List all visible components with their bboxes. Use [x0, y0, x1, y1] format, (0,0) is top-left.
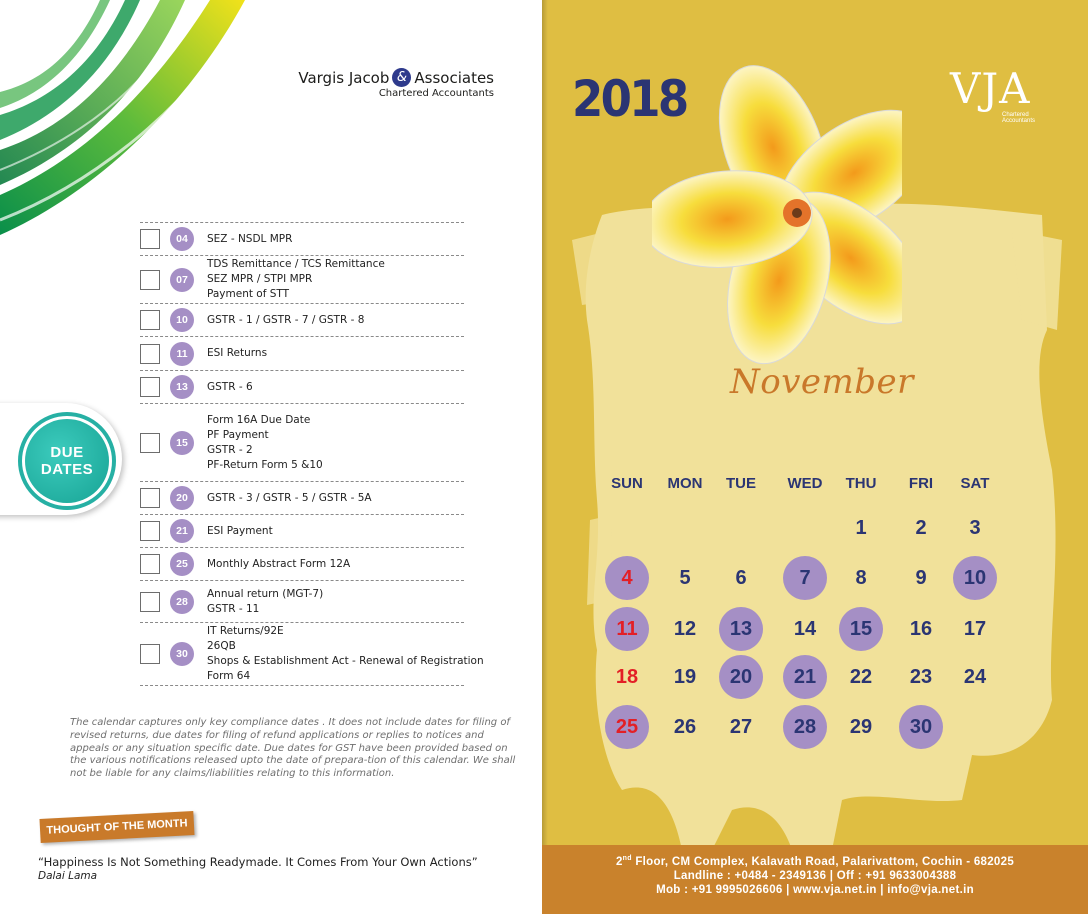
weekday-tue: TUE [726, 475, 756, 492]
due-date-checkbox[interactable] [140, 270, 160, 290]
due-date-day: 07 [170, 268, 194, 292]
weekday-sat: SAT [960, 475, 990, 492]
due-date-description [207, 230, 292, 249]
due-date-checkbox[interactable] [140, 488, 160, 508]
calendar-day: 15 [839, 607, 883, 651]
due-date-row [140, 255, 464, 303]
due-date-row [140, 222, 464, 255]
due-date-item: Monthly Abstract Form 12A [207, 557, 351, 570]
calendar-day: 14 [793, 617, 817, 640]
due-date-day: 13 [170, 375, 194, 399]
calendar-day: 10 [953, 556, 997, 600]
contact-footer [542, 845, 1088, 914]
due-date-checkbox[interactable] [140, 433, 160, 453]
logo-sub-line1: Chartered [1002, 112, 1029, 118]
due-dates-list [140, 222, 484, 686]
green-swoosh-graphic [0, 0, 260, 240]
badge-line2: DATES [40, 461, 94, 478]
calendar-day: 26 [673, 715, 697, 738]
footer-address-rest: Floor, CM Complex, Kalavath Road, Palarivattom, Cochin - 682025 [631, 855, 1015, 868]
due-date-item: GSTR - 6 [207, 380, 253, 393]
calendar-day: 23 [909, 665, 933, 688]
due-date-description [207, 522, 273, 541]
due-date-day: 11 [170, 342, 194, 366]
calendar-day: 6 [735, 566, 747, 589]
firm-heading [280, 68, 494, 99]
ampersand-icon: & [392, 68, 411, 87]
footer-phone: Landline : +0484 - 2349136 | Off : +91 9633004388 [673, 869, 957, 882]
due-date-row [140, 336, 464, 370]
due-date-checkbox[interactable] [140, 644, 160, 664]
footer-address-floor: 2 [615, 855, 623, 868]
due-date-row [140, 547, 464, 580]
weekday-wed: WED [787, 475, 823, 492]
calendar-day: 29 [849, 715, 873, 738]
calendar-day: 12 [673, 617, 697, 640]
due-date-day: 20 [170, 486, 194, 510]
due-date-checkbox[interactable] [140, 521, 160, 541]
calendar-day: 25 [605, 705, 649, 749]
due-date-item: GSTR - 11 [207, 602, 260, 615]
badge-line1: DUE [50, 444, 84, 461]
due-date-item: PF Payment [207, 428, 269, 441]
due-date-checkbox[interactable] [140, 344, 160, 364]
calendar-day: 22 [849, 665, 873, 688]
calendar-day: 19 [673, 665, 697, 688]
firm-name-part2: Associates [414, 68, 494, 87]
calendar-day: 7 [783, 556, 827, 600]
due-date-description [207, 411, 323, 475]
due-dates-badge [25, 419, 109, 503]
logo-sub-line2: Accountants [1002, 118, 1036, 124]
calendar-day: 2 [915, 516, 927, 539]
thought-of-the-month-tag: THOUGHT OF THE MONTH [39, 811, 194, 843]
vja-logo: VJA [950, 64, 1031, 113]
calendar-day: 24 [963, 665, 987, 688]
due-date-checkbox[interactable] [140, 377, 160, 397]
calendar-day: 13 [719, 607, 763, 651]
due-date-description [207, 585, 323, 619]
calendar-day: 18 [615, 665, 639, 688]
due-date-item: IT Returns/92E [207, 625, 284, 637]
footer-address-sup: nd [622, 855, 632, 862]
due-date-description [207, 489, 372, 508]
due-date-item: Shops & Establishment Act - Renewal of Registration [207, 655, 484, 667]
calendar-day: 16 [909, 617, 933, 640]
left-page [0, 0, 542, 914]
weekday-fri: FRI [908, 475, 934, 492]
due-date-row [140, 481, 464, 514]
due-date-row [140, 622, 484, 686]
calendar-day: 3 [969, 516, 981, 539]
due-date-row [140, 303, 464, 336]
due-date-item: PF-Return Form 5 &10 [207, 458, 323, 471]
due-date-checkbox[interactable] [140, 310, 160, 330]
calendar-day: 21 [783, 655, 827, 699]
due-date-checkbox[interactable] [140, 229, 160, 249]
due-date-description [207, 311, 364, 330]
due-date-day: 15 [170, 431, 194, 455]
due-date-row [140, 514, 464, 547]
page-spine-shadow [542, 0, 548, 914]
disclaimer: The calendar captures only key compliance dates . It does not include dates for filing of revised returns, due dates for filing of refund applications or replies to notices and appeals or any situation specific date. Due dates for GST have been provided based on the various notifications released upto the date of prepara-tion of this calendar. We shall not be liable for any claims/liabilities relating to this information. [70, 717, 516, 780]
calendar-day: 5 [679, 566, 691, 589]
due-date-item: Form 64 [207, 670, 251, 682]
calendar-day: 9 [915, 566, 927, 589]
calendar-day: 8 [855, 566, 867, 589]
due-date-description [207, 555, 350, 574]
calendar-day: 4 [605, 556, 649, 600]
calendar-day: 27 [729, 715, 753, 738]
footer-address [542, 852, 1088, 869]
due-date-item: SEZ MPR / STPI MPR [207, 273, 313, 285]
weekday-thu: THU [845, 475, 877, 492]
calendar-day: 11 [605, 607, 649, 651]
due-date-description [207, 344, 267, 363]
due-date-item: 26QB [207, 640, 236, 652]
due-date-item: ESI Payment [207, 524, 273, 537]
due-date-item: TDS Remittance / TCS Remittance [207, 258, 385, 270]
due-date-row [140, 403, 464, 481]
calendar-year: 2018 [572, 70, 687, 128]
quote-author: Dalai Lama [38, 870, 98, 882]
due-date-item: GSTR - 1 / GSTR - 7 / GSTR - 8 [207, 313, 365, 326]
due-date-row [140, 370, 464, 403]
firm-name-part1: Vargis Jacob [298, 68, 390, 87]
quote-text: “Happiness Is Not Something Readymade. It Comes From Your Own Actions” [38, 855, 478, 869]
calendar-day: 1 [855, 516, 867, 539]
due-date-day: 25 [170, 552, 194, 576]
due-date-day: 28 [170, 590, 194, 614]
due-date-day: 04 [170, 227, 194, 251]
firm-subtitle: Chartered Accountants [378, 88, 494, 99]
calendar-day: 30 [899, 705, 943, 749]
due-date-description [207, 622, 484, 686]
due-date-checkbox[interactable] [140, 592, 160, 612]
due-date-item: GSTR - 3 / GSTR - 5 / GSTR - 5A [207, 491, 372, 504]
due-date-checkbox[interactable] [140, 554, 160, 574]
firm-name [280, 68, 494, 87]
due-date-day: 30 [170, 642, 194, 666]
due-date-row [140, 580, 464, 622]
calendar-day: 20 [719, 655, 763, 699]
weekday-sun: SUN [611, 475, 643, 492]
due-date-item: SEZ - NSDL MPR [207, 232, 293, 245]
due-date-description [207, 255, 385, 304]
due-date-item: Annual return (MGT-7) [207, 587, 324, 600]
calendar-day: 17 [963, 617, 987, 640]
calendar-month: November [730, 362, 914, 402]
weekday-mon: MON [667, 475, 703, 492]
footer-contact: Mob : +91 9995026606 | www.vja.net.in | info@vja.net.in [656, 883, 974, 896]
due-date-item: Form 16A Due Date [207, 413, 311, 426]
calendar-day: 28 [783, 705, 827, 749]
vja-logo-subtitle [1002, 112, 1035, 124]
due-date-day: 10 [170, 308, 194, 332]
due-date-item: Payment of STT [207, 288, 290, 300]
due-date-day: 21 [170, 519, 194, 543]
right-page-calendar [542, 0, 1088, 914]
due-date-description [207, 378, 253, 397]
due-date-item: GSTR - 2 [207, 443, 253, 456]
due-date-item: ESI Returns [207, 347, 268, 359]
